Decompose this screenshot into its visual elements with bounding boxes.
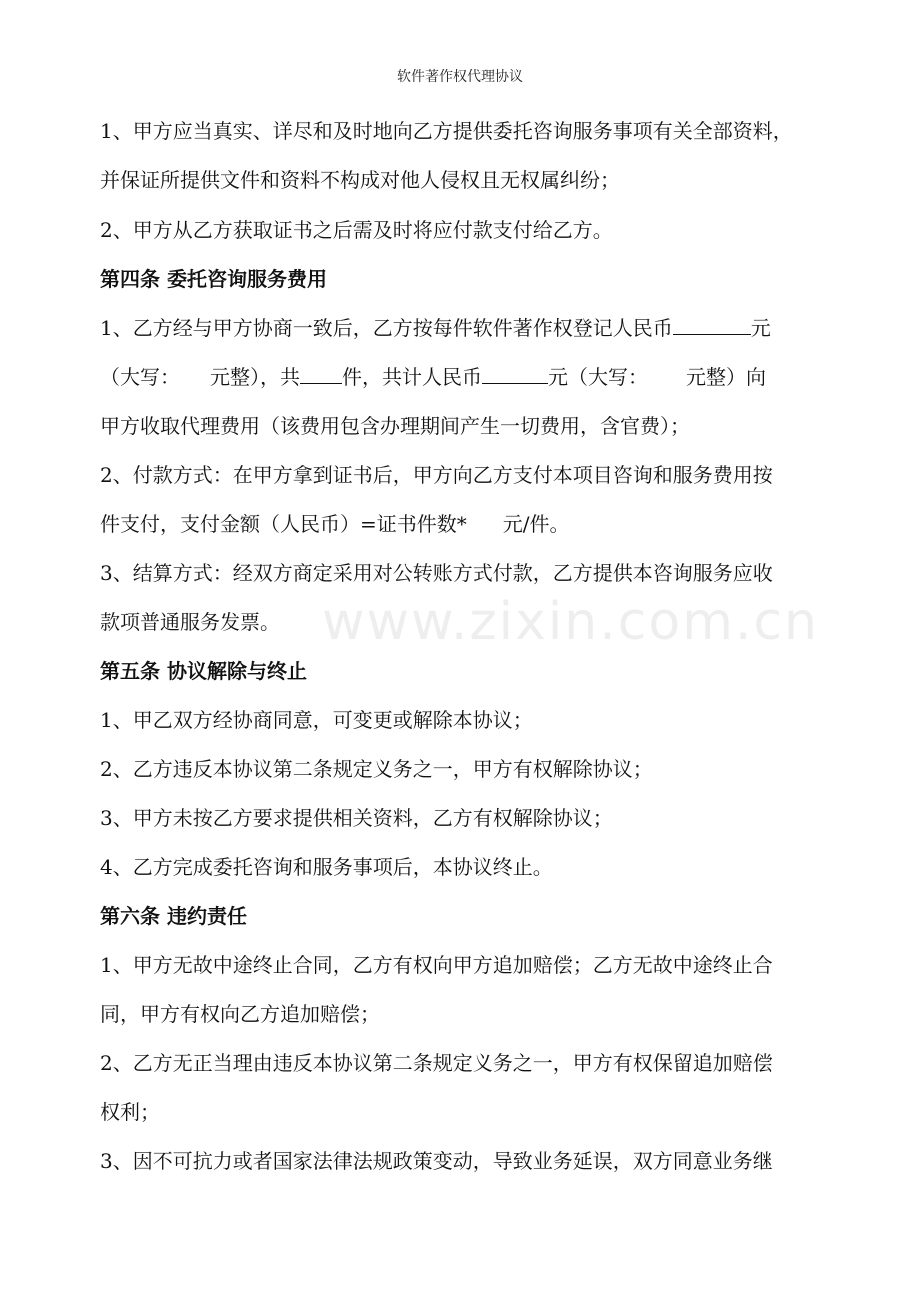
page-header-title: 软件著作权代理协议 [397, 69, 523, 85]
art4-item2-line1: 2、付款方式：在甲方拿到证书后，甲方向乙方支付本项目咨询和服务费用按 [100, 463, 773, 487]
art4-l2c: 件，共计人民币 [342, 365, 482, 389]
art6-item1-line1: 1、甲方无故中途终止合同，乙方有权向甲方追加赔偿；乙方无故中途终止合 [100, 953, 773, 977]
art4-l2e: 元整）向 [686, 365, 766, 389]
art5-item4: 4、乙方完成委托咨询和服务事项后，本协议终止。 [100, 855, 553, 879]
art4-l5b: 元/件。 [502, 512, 570, 536]
art4-l1b: 元 [750, 316, 771, 340]
art3-item2: 2、甲方从乙方获取证书之后需及时将应付款支付给乙方。 [100, 218, 613, 242]
item-count-blank [300, 363, 342, 384]
watermark: www.zixin.com.cn [322, 592, 819, 652]
art3-item1-line2: 并保证所提供文件和资料不构成对他人侵权且无权属纠纷； [100, 168, 620, 192]
art6-heading: 第六条 违约责任 [100, 904, 247, 928]
art6-item2-line2: 权利； [100, 1100, 160, 1124]
fee-per-item-blank [673, 314, 751, 335]
art4-item3-line2: 款项普通服务发票。 [100, 610, 280, 634]
art4-item1-line3: 甲方收取代理费用（该费用包含办理期间产生一切费用，含官费）； [100, 414, 690, 438]
art6-item1-line2: 同，甲方有权向乙方追加赔偿； [100, 1002, 380, 1026]
art4-item2-line2 [100, 510, 570, 538]
art4-l2d: 元（大写： [548, 365, 648, 389]
art4-item1-line1 [100, 314, 771, 342]
art3-item1-line1: 1、甲方应当真实、详尽和及时地向乙方提供委托咨询服务事项有关全部资料， [100, 119, 793, 143]
art4-heading: 第四条 委托咨询服务费用 [100, 267, 327, 291]
art6-item3-line1: 3、因不可抗力或者国家法律法规政策变动，导致业务延误，双方同意业务继 [100, 1149, 773, 1173]
art5-item3: 3、甲方未按乙方要求提供相关资料，乙方有权解除协议； [100, 806, 613, 830]
art4-item3-line1: 3、结算方式：经双方商定采用对公转账方式付款，乙方提供本咨询服务应收 [100, 561, 773, 585]
art5-item2: 2、乙方违反本协议第二条规定义务之一，甲方有权解除协议； [100, 757, 653, 781]
art4-l1a: 1、乙方经与甲方协商一致后，乙方按每件软件著作权登记人民币 [100, 316, 673, 340]
art4-l2a: （大写： [100, 365, 180, 389]
art5-item1: 1、甲乙双方经协商同意，可变更或解除本协议； [100, 708, 533, 732]
art4-l2b: 元整），共 [210, 365, 300, 389]
art4-l5a: 件支付，支付金额（人民币）=证书件数* [100, 512, 467, 536]
total-amount-blank [482, 363, 548, 384]
art4-item1-line2 [100, 363, 766, 391]
art5-heading: 第五条 协议解除与终止 [100, 659, 307, 683]
art6-item2-line1: 2、乙方无正当理由违反本协议第二条规定义务之一，甲方有权保留追加赔偿 [100, 1051, 773, 1075]
